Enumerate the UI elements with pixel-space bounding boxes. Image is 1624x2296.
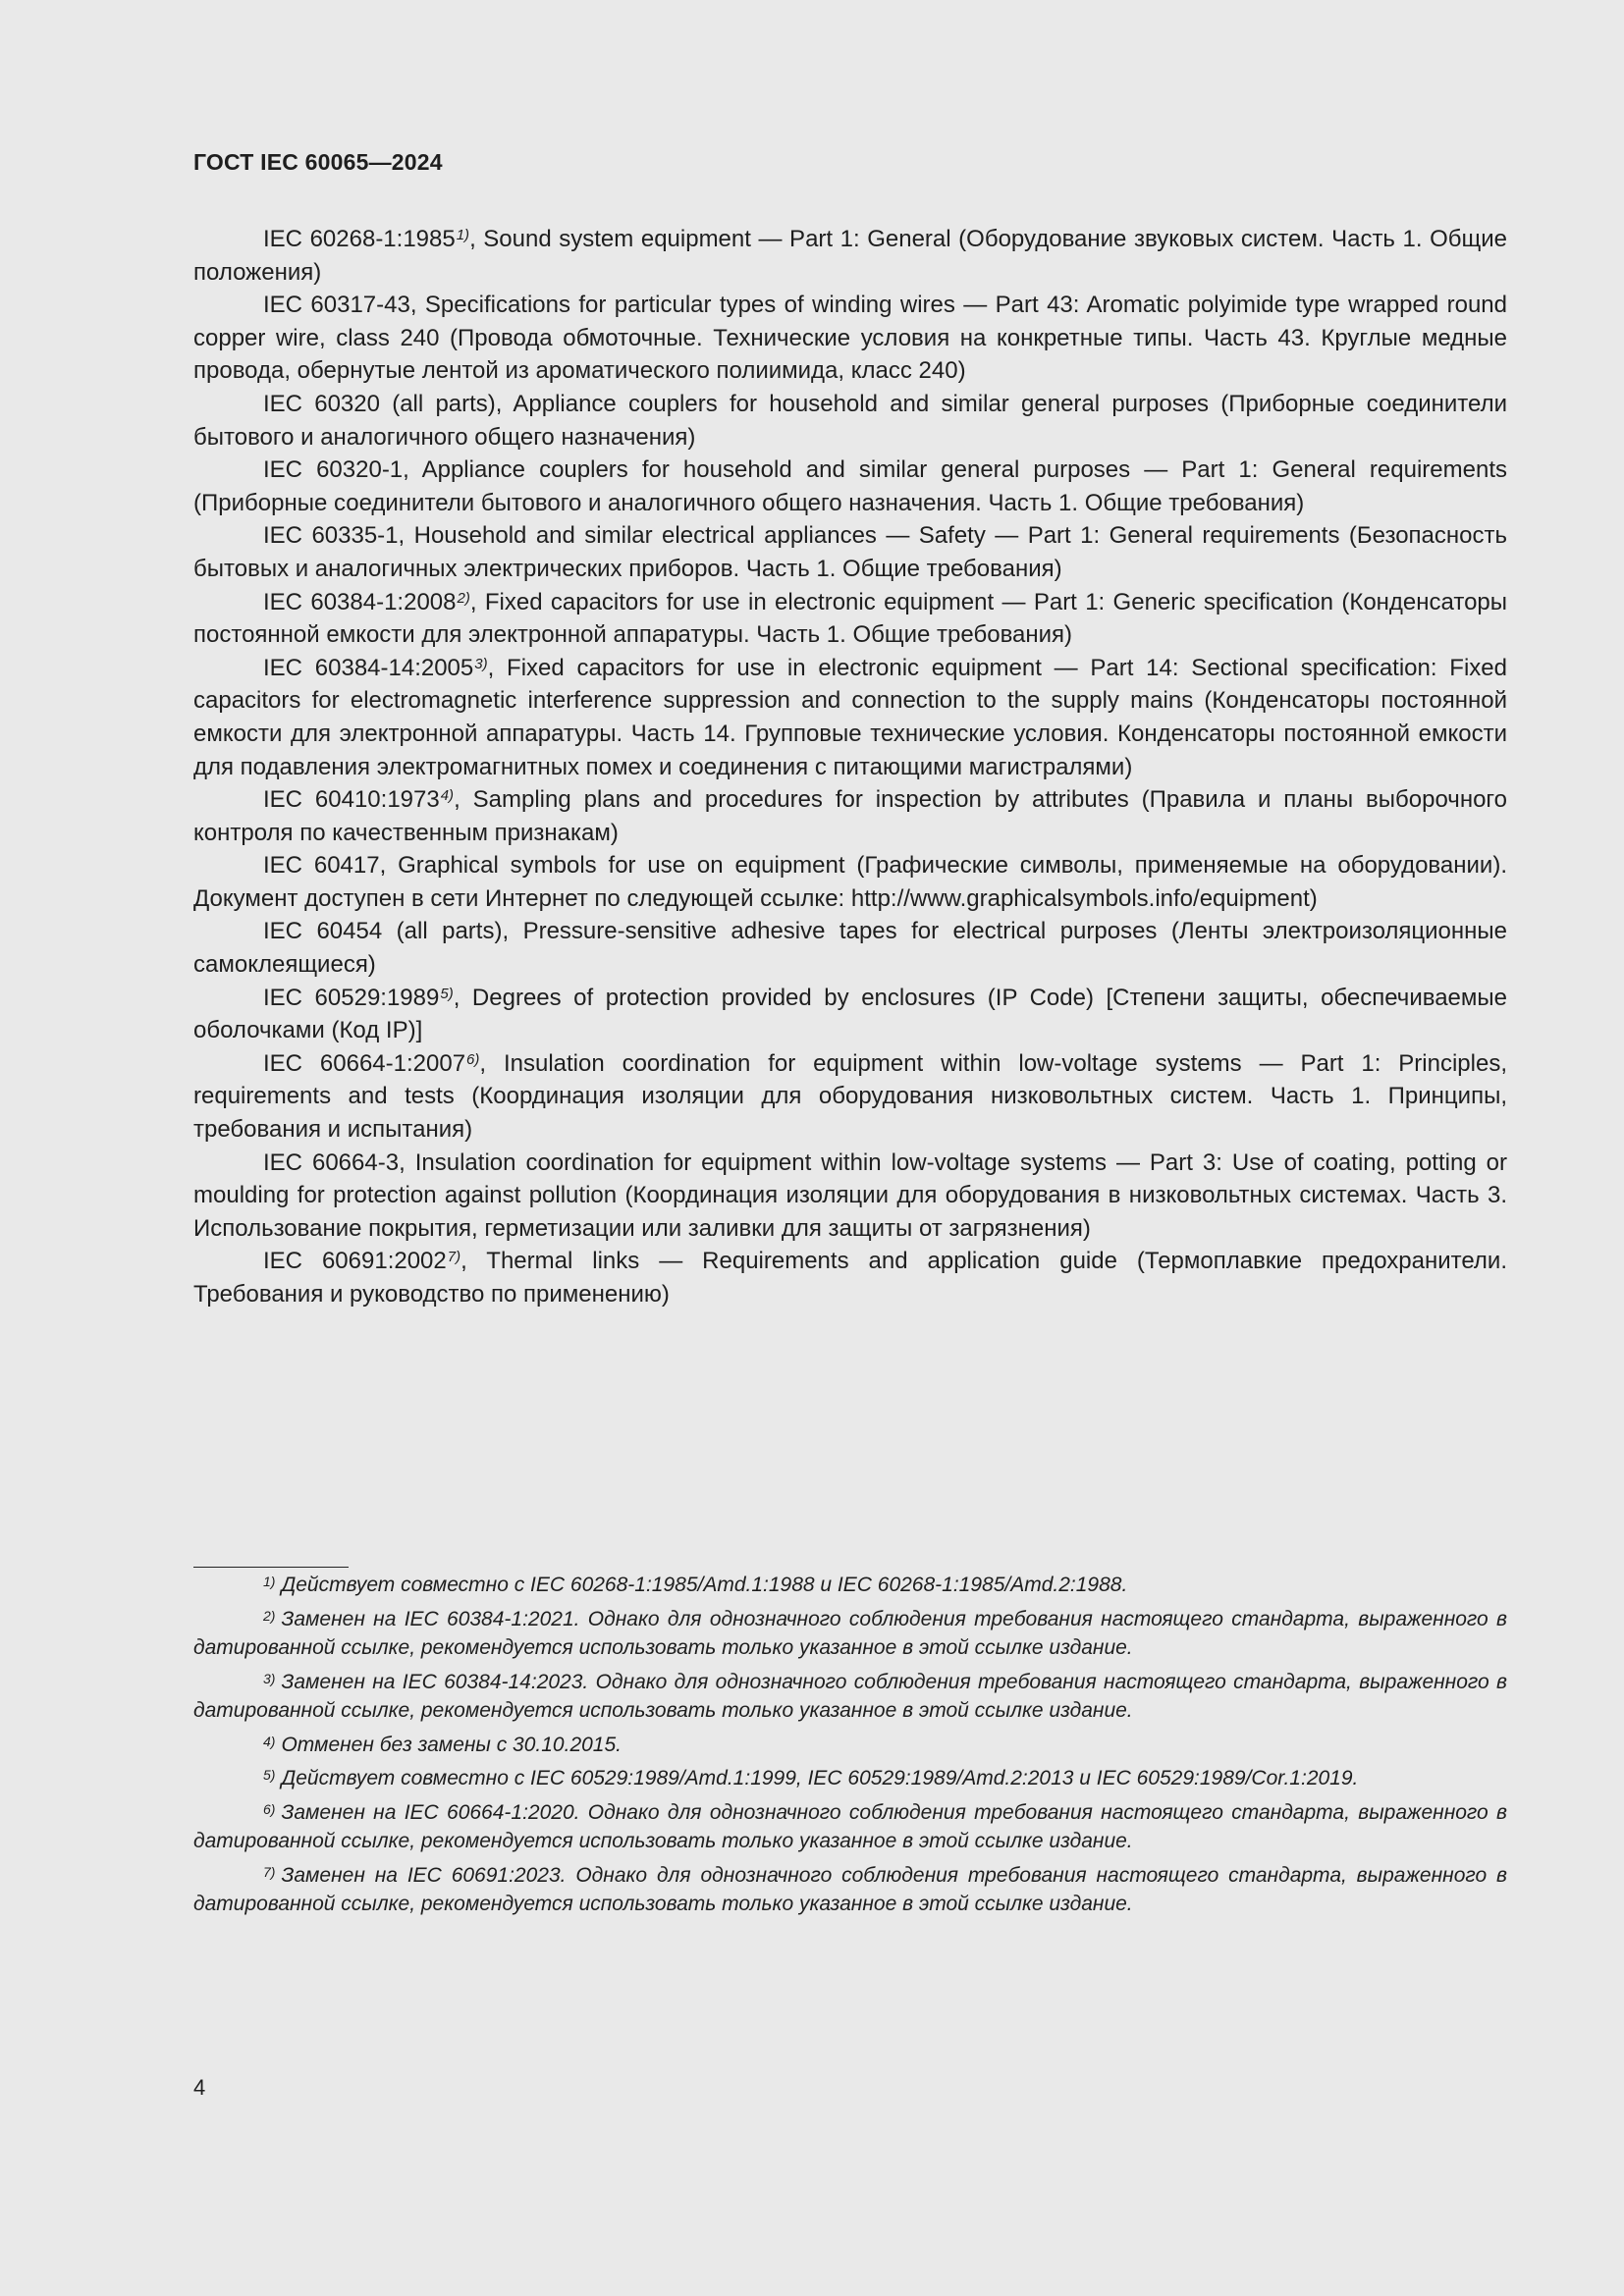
reference-text: , Graphical symbols for use on equipment (Графические символы, применяемые на оборудовании). Документ доступен в сети Интернет по следующей ссылке: http://www.graphicalsymbols.info/equipment): [193, 852, 1507, 912]
footnote-item: [193, 1731, 1507, 1760]
footnote-marker: 5): [440, 985, 454, 1002]
footnote-item: [193, 1861, 1507, 1919]
footnote-mark: 6): [263, 1800, 276, 1817]
reference-id: IEC 60268-1:1985: [263, 226, 456, 252]
reference-id: IEC 60317-43: [263, 292, 410, 319]
reference-id: IEC 60664-1:2007: [263, 1049, 466, 1077]
reference-item: [193, 586, 1507, 652]
footnote-marker: 2): [457, 589, 470, 607]
reference-text: , Pressure-sensitive adhesive tapes for electrical purposes (Ленты электроизоляционные самоклеящиеся): [193, 918, 1508, 979]
footnote-mark: 3): [263, 1670, 276, 1686]
reference-id: IEC 60691:2002: [263, 1248, 447, 1275]
footnote-mark: 2): [263, 1607, 276, 1624]
footnote-text: Действует совместно с IEC 60529:1989/Amd.1:1999, IEC 60529:1989/Amd.2:2013 и IEC 60529:1989/Cor.1:2019.: [281, 1767, 1359, 1789]
reference-item: [193, 1147, 1507, 1246]
reference-item: [193, 1047, 1507, 1147]
reference-item: [193, 519, 1507, 585]
reference-text: , Insulation coordination for equipment within low-voltage systems — Part 3: Use of coating, potting or moulding for protection against pollution (Координация изоляции для оборудования в низковольтных системах. Часть 3. Использование покрытия, герметизации или заливки для защиты от загрязнения): [193, 1148, 1507, 1242]
reference-text: , Appliance couplers for household and similar general purposes (Приборные соединители бытового и аналогичного общего назначения): [193, 390, 1507, 451]
reference-id: IEC 60320-1: [263, 456, 404, 484]
reference-item: [193, 388, 1507, 454]
footnote-marker: 4): [440, 787, 455, 805]
reference-text: , Sound system equipment — Part 1: General (Оборудование звуковых систем. Часть 1. Общие положения): [193, 226, 1508, 286]
footnote-item: [193, 1764, 1507, 1793]
footnote-separator: [193, 1567, 349, 1568]
footnote-text: Заменен на IEC 60384-1:2021. Однако для однозначного соблюдения требования настоящего стандарта, выраженного в датированной ссылке, рекомендуется использовать только указанное в этой ссылке издание.: [193, 1607, 1507, 1659]
reference-id: IEC 60664-3: [263, 1148, 400, 1176]
footnote-mark: 5): [263, 1767, 276, 1783]
footnote-mark: 4): [263, 1733, 276, 1749]
footnote-marker: 6): [466, 1050, 480, 1068]
footnote-text: Заменен на IEC 60664-1:2020. Однако для однозначного соблюдения требования настоящего стандарта, выраженного в датированной ссылке, рекомендуется использовать только указанное в этой ссылке издание.: [193, 1800, 1507, 1852]
normative-references-list: [193, 223, 1507, 1311]
reference-text: , Insulation coordination for equipment within low-voltage systems — Part 1: Principles, requirements and tests (Координация изоляции для оборудования низковольтных систем. Часть 1. Принципы, требования и испытания): [193, 1049, 1507, 1144]
footnote-text: Действует совместно с IEC 60268-1:1985/Amd.1:1988 и IEC 60268-1:1985/Amd.2:1988.: [281, 1574, 1128, 1596]
reference-item: [193, 289, 1507, 388]
reference-text: , Fixed capacitors for use in electronic equipment — Part 1: Generic specification (Конденсаторы постоянной емкости для электронной аппаратуры. Часть 1. Общие требования): [193, 588, 1508, 649]
reference-text: , Household and similar electrical appliances — Safety — Part 1: General requirements (Безопасность бытовых и аналогичных электрических приборов. Часть 1. Общие требования): [193, 522, 1507, 582]
footnote-mark: 7): [263, 1863, 276, 1880]
reference-item: [193, 652, 1507, 783]
reference-item: [193, 223, 1507, 289]
reference-item: [193, 783, 1507, 849]
reference-text: , Sampling plans and procedures for inspection by attributes (Правила и планы выборочного контроля по качественным признакам): [193, 786, 1507, 846]
reference-id: IEC 60410:1973: [263, 786, 440, 814]
reference-id: IEC 60454 (all parts): [263, 918, 503, 945]
reference-item: [193, 982, 1507, 1047]
reference-item: [193, 454, 1507, 519]
page-number: 4: [193, 2075, 206, 2100]
footnote-marker: 1): [456, 227, 470, 243]
reference-text: , Specifications for particular types of winding wires — Part 43: Aromatic polyimide type wrapped round copper wire, class 240 (Провода обмоточные. Технические условия на конкретные типы. Часть 43. Круглые медные провода, обернутые лентой из ароматического полиимида, класс 240): [193, 292, 1507, 385]
reference-id: IEC 60320 (all parts): [263, 390, 496, 417]
footnote-item: [193, 1668, 1507, 1726]
reference-item: [193, 1245, 1507, 1310]
reference-id: IEC 60384-14:2005: [263, 654, 474, 681]
reference-text: , Thermal links — Requirements and application guide (Термоплавкие предохранители. Требования и руководство по применению): [193, 1248, 1507, 1308]
page-header-title: ГОСТ IEC 60065—2024: [193, 149, 443, 175]
reference-text: , Fixed capacitors for use in electronic equipment — Part 14: Sectional specification: Fixed capacitors for electromagnetic interference suppression and connection to the supply mains (Конденсаторы постоянной емкости для электронной аппаратуры. Часть 14. Групповые технические условия. Конденсаторы постоянной емкости для подавления электромагнитных помех и соединения с питающими магистралями): [193, 654, 1507, 780]
reference-id: IEC 60417: [263, 852, 380, 880]
reference-text: , Degrees of protection provided by enclosures (IP Code) [Степени защиты, обеспечиваемые оболочками (Код IP)]: [193, 984, 1507, 1044]
footnote-item: [193, 1798, 1507, 1856]
reference-id: IEC 60335-1: [263, 522, 399, 550]
footnotes-list: [193, 1571, 1507, 1924]
footnote-text: Заменен на IEC 60691:2023. Однако для однозначного соблюдения требования настоящего стандарта, выраженного в датированной ссылке, рекомендуется использовать только указанное в этой ссылке издание.: [193, 1863, 1507, 1915]
reference-text: , Appliance couplers for household and similar general purposes — Part 1: General requirements (Приборные соединители бытового и аналогичного общего назначения. Часть 1. Общие требования): [193, 456, 1507, 516]
reference-id: IEC 60529:1989: [263, 984, 440, 1011]
footnote-text: Заменен на IEC 60384-14:2023. Однако для однозначного соблюдения требования настоящего стандарта, выраженного в датированной ссылке, рекомендуется использовать только указанное в этой ссылке издание.: [193, 1670, 1507, 1722]
footnote-marker: 7): [447, 1249, 461, 1266]
footnote-item: [193, 1571, 1507, 1600]
reference-item: [193, 849, 1507, 915]
footnote-mark: 1): [263, 1574, 276, 1589]
footnote-text: Отменен без замены с 30.10.2015.: [281, 1733, 622, 1756]
footnote-marker: 3): [474, 655, 488, 672]
reference-id: IEC 60384-1:2008: [263, 588, 457, 615]
reference-item: [193, 915, 1507, 981]
footnote-item: [193, 1605, 1507, 1663]
